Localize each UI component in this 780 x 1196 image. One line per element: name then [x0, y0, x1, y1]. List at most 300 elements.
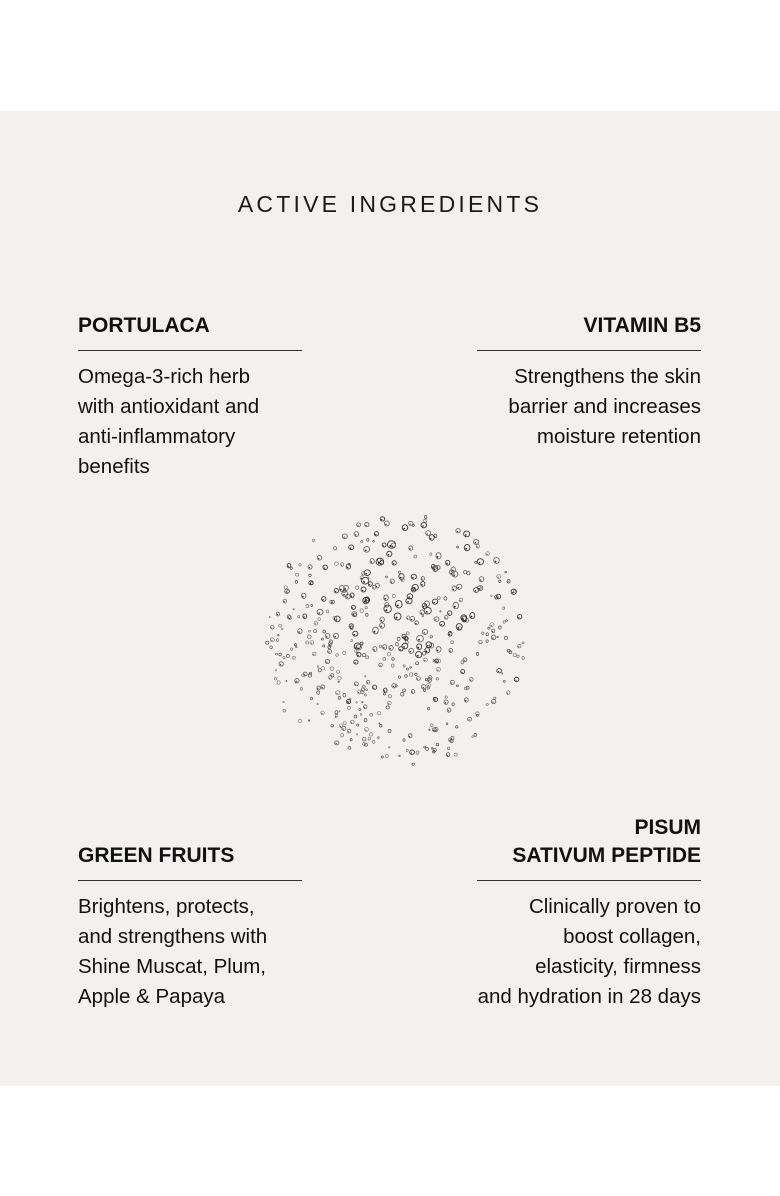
water-droplet-shadow: [373, 687, 374, 688]
water-droplet: [513, 590, 515, 593]
water-droplet-shadow: [423, 687, 424, 688]
water-droplet-shadow: [407, 618, 408, 619]
water-droplet-shadow: [427, 645, 429, 647]
water-droplet-shadow: [289, 618, 290, 619]
water-droplet: [497, 575, 501, 579]
water-droplet-shadow: [393, 563, 394, 564]
water-droplet: [433, 660, 435, 662]
water-droplet-shadow: [388, 554, 389, 555]
water-droplet: [396, 643, 399, 646]
water-droplet-shadow: [454, 606, 456, 608]
water-droplet: [347, 729, 351, 733]
water-droplet-shadow: [434, 700, 435, 701]
water-droplet: [436, 553, 441, 559]
water-droplet: [383, 658, 386, 661]
water-droplet: [357, 652, 361, 657]
water-droplet: [440, 611, 441, 612]
water-droplet: [306, 641, 309, 644]
water-droplet: [302, 593, 306, 598]
water-droplet: [339, 711, 340, 712]
water-droplet: [281, 628, 283, 630]
water-droplet: [321, 711, 324, 715]
water-droplet-shadow: [492, 702, 493, 703]
water-droplet-shadow: [383, 647, 384, 648]
water-droplet: [335, 691, 339, 695]
water-droplet: [338, 681, 339, 682]
water-droplet-shadow: [465, 548, 467, 550]
water-droplet-shadow: [435, 730, 436, 731]
water-droplet: [347, 706, 350, 709]
water-droplet: [292, 656, 295, 659]
water-droplet: [279, 662, 283, 666]
ingredient-card-vitamin-b5: [477, 312, 701, 452]
water-droplet: [426, 747, 429, 750]
water-droplet: [415, 673, 417, 676]
water-droplet: [283, 599, 286, 603]
water-droplet-shadow: [317, 688, 318, 689]
water-droplet: [350, 593, 354, 598]
water-droplet: [368, 737, 370, 740]
water-droplet-shadow: [364, 707, 365, 708]
water-droplet: [365, 607, 368, 609]
water-droplet-shadow: [304, 616, 305, 617]
water-droplet-shadow: [410, 651, 411, 652]
water-droplet: [373, 627, 379, 634]
water-droplet: [323, 565, 328, 570]
water-droplet-shadow: [355, 662, 356, 663]
water-droplet: [373, 540, 375, 542]
water-droplet: [312, 539, 314, 542]
water-droplet: [409, 648, 414, 653]
water-droplet: [342, 534, 347, 539]
water-droplet: [464, 571, 467, 574]
water-droplet: [491, 595, 493, 596]
water-droplet: [286, 654, 289, 657]
water-droplet: [366, 680, 369, 684]
water-droplet: [338, 696, 340, 699]
water-droplet: [412, 524, 414, 526]
water-droplet: [360, 609, 363, 613]
water-droplet: [330, 667, 334, 670]
water-droplet: [444, 700, 448, 704]
water-droplet: [382, 645, 386, 650]
water-droplet: [411, 689, 414, 693]
water-droplet: [514, 677, 519, 681]
water-droplet: [326, 610, 329, 613]
water-droplet: [338, 677, 342, 680]
water-droplet-shadow: [384, 598, 386, 600]
water-droplet: [388, 729, 391, 732]
water-droplet-shadow: [478, 588, 479, 589]
water-droplet: [408, 734, 412, 738]
water-droplet: [417, 635, 424, 642]
water-droplet-shadow: [434, 569, 436, 571]
ingredient-description: Brightens, protects, and strengthens with Shine Muscat, Plum, Apple & Papaya: [78, 895, 268, 1008]
water-droplet: [504, 636, 507, 639]
water-droplet-shadow: [340, 589, 342, 591]
water-droplet-shadow: [445, 617, 446, 618]
water-droplet-shadow: [350, 548, 351, 549]
water-droplet: [411, 574, 416, 579]
water-droplet-shadow: [284, 601, 285, 602]
water-droplet-shadow: [418, 639, 420, 641]
water-droplet-shadow: [403, 637, 404, 638]
water-droplet-shadow: [336, 743, 337, 744]
water-droplet-shadow: [492, 631, 493, 632]
water-droplet: [486, 703, 488, 705]
water-droplet: [388, 695, 391, 698]
water-droplet-shadow: [450, 651, 451, 652]
water-droplet: [298, 616, 300, 618]
water-droplet: [298, 629, 302, 634]
water-droplet-shadow: [326, 636, 327, 637]
water-droplet: [331, 724, 333, 727]
water-droplet: [356, 702, 357, 704]
water-droplet: [499, 626, 502, 629]
water-droplet: [366, 613, 369, 616]
water-droplet: [379, 663, 383, 667]
water-droplet-shadow: [318, 612, 320, 614]
water-droplet: [387, 653, 390, 656]
water-droplet-shadow: [423, 606, 425, 608]
water-droplet: [353, 631, 358, 636]
water-droplet: [424, 746, 426, 748]
water-droplet-shadow: [355, 684, 356, 685]
water-droplet-shadow: [427, 533, 428, 534]
water-droplet-shadow: [350, 628, 351, 629]
water-droplet: [299, 719, 302, 722]
water-droplet-shadow: [415, 623, 416, 624]
water-droplet: [457, 584, 462, 589]
water-droplet-shadow: [403, 646, 405, 648]
water-droplet: [276, 639, 278, 642]
water-droplet-shadow: [425, 604, 427, 606]
water-droplet: [348, 747, 351, 750]
water-droplet: [362, 737, 366, 740]
water-droplet: [396, 600, 403, 608]
water-droplet: [486, 640, 488, 643]
water-droplet: [434, 617, 439, 622]
water-droplet: [374, 532, 378, 536]
water-droplet: [321, 638, 323, 640]
water-droplet: [359, 709, 361, 711]
water-droplet: [450, 680, 454, 684]
water-droplet-shadow: [311, 643, 312, 644]
water-droplet-shadow: [435, 661, 436, 662]
water-droplet-shadow: [405, 639, 406, 640]
water-droplet-shadow: [422, 579, 423, 580]
water-droplet: [522, 642, 524, 644]
water-droplet: [391, 543, 395, 548]
water-droplet-shadow: [435, 619, 436, 620]
water-droplet-shadow: [376, 586, 377, 587]
ingredient-name: PORTULACA: [78, 312, 302, 351]
water-droplet-shadow: [363, 581, 365, 583]
water-droplet: [274, 678, 276, 680]
water-droplet: [507, 579, 510, 583]
water-droplet: [312, 652, 316, 656]
water-droplet: [299, 564, 301, 567]
water-droplet: [454, 753, 457, 756]
water-droplet-shadow: [309, 567, 310, 568]
water-droplet: [464, 531, 470, 537]
water-droplet: [276, 612, 279, 616]
water-droplet: [406, 749, 408, 751]
water-droplet: [321, 667, 325, 670]
water-droplet-shadow: [371, 561, 372, 562]
water-droplet: [399, 755, 401, 757]
water-droplet: [517, 614, 521, 618]
water-droplet-shadow: [366, 599, 367, 600]
water-droplet: [392, 561, 396, 565]
water-droplet: [467, 572, 470, 575]
water-droplet-shadow: [498, 671, 499, 672]
water-droplet: [390, 579, 394, 583]
water-droplet: [501, 673, 503, 674]
water-droplet: [322, 597, 326, 602]
water-droplet-shadow: [453, 575, 455, 577]
water-droplet: [377, 712, 380, 715]
water-droplet-shadow: [365, 549, 367, 551]
water-droplet: [380, 724, 382, 727]
water-droplet: [456, 726, 458, 728]
water-droplet: [464, 698, 468, 702]
water-droplet: [331, 673, 334, 677]
water-droplet-shadow: [351, 596, 352, 597]
water-droplet: [476, 652, 479, 655]
water-droplet: [407, 616, 410, 620]
water-droplet: [497, 636, 498, 638]
water-droplet: [279, 653, 282, 656]
water-droplet: [503, 621, 505, 624]
water-droplet-shadow: [374, 631, 376, 633]
water-droplet: [325, 633, 329, 638]
water-droplet: [503, 607, 505, 610]
water-droplet: [437, 659, 441, 663]
water-droplet: [317, 556, 322, 561]
water-droplet: [497, 669, 502, 673]
water-droplet: [360, 714, 362, 716]
water-droplet: [452, 703, 454, 706]
water-droplet-shadow: [388, 703, 389, 704]
water-droplet: [424, 519, 427, 522]
water-droplet: [317, 666, 318, 668]
water-droplet-shadow: [508, 581, 509, 582]
water-droplet-shadow: [424, 660, 425, 661]
water-droplet-shadow: [296, 681, 297, 682]
water-droplet: [367, 539, 369, 542]
water-droplet: [317, 686, 320, 690]
water-droplet: [351, 640, 353, 642]
water-droplet-shadow: [302, 596, 303, 597]
water-droplet: [308, 720, 309, 721]
water-droplet: [357, 523, 361, 527]
water-droplet: [355, 586, 358, 589]
water-droplet: [318, 618, 321, 621]
water-droplet: [317, 609, 323, 615]
water-droplet-shadow: [286, 591, 287, 592]
water-droplet-shadow: [458, 587, 459, 588]
water-droplet: [283, 657, 285, 659]
water-droplet: [370, 559, 374, 564]
water-droplet: [425, 678, 427, 680]
water-droplet: [456, 529, 460, 533]
water-droplet-shadow: [366, 600, 368, 602]
water-droplet-shadow: [462, 618, 464, 620]
water-droplet: [445, 696, 447, 698]
water-droplet: [403, 689, 406, 692]
water-droplet: [428, 707, 430, 710]
water-droplet: [476, 544, 479, 548]
water-droplet-shadow: [361, 578, 362, 579]
water-droplet: [382, 543, 386, 547]
water-droplet-shadow: [381, 563, 382, 564]
water-droplet: [351, 605, 355, 609]
water-droplet: [295, 573, 298, 576]
water-droplet-shadow: [277, 614, 278, 615]
water-droplet: [482, 632, 484, 635]
water-droplet: [504, 680, 506, 682]
water-droplet-shadow: [381, 620, 382, 621]
water-droplet: [355, 650, 357, 653]
water-droplet: [385, 754, 388, 758]
water-droplet: [464, 544, 470, 550]
water-droplet: [346, 699, 350, 703]
water-droplet: [415, 621, 419, 625]
water-droplet: [277, 634, 279, 636]
water-droplet-shadow: [369, 584, 370, 585]
water-droplet: [354, 682, 358, 686]
water-droplet-shadow: [449, 634, 450, 635]
water-droplet: [416, 662, 419, 665]
water-droplet: [372, 685, 376, 689]
water-droplet: [328, 649, 332, 653]
water-droplet-shadow: [400, 649, 401, 650]
water-droplet-shadow: [412, 590, 413, 591]
water-droplet: [448, 611, 452, 616]
water-droplet-shadow: [315, 623, 316, 624]
water-droplet-shadow: [471, 616, 473, 618]
water-droplet-shadow: [310, 583, 311, 584]
water-droplet: [436, 668, 440, 672]
water-droplet-shadow: [465, 700, 466, 701]
water-droplet: [468, 717, 472, 721]
water-droplet: [459, 598, 463, 602]
water-droplet-shadow: [433, 602, 434, 603]
water-droplet: [391, 664, 394, 667]
water-droplet: [409, 546, 413, 550]
water-droplet: [491, 699, 495, 703]
water-droplet-shadow: [271, 627, 272, 628]
water-droplet-shadow: [468, 719, 469, 720]
water-droplet-shadow: [449, 740, 450, 741]
water-droplet-shadow: [409, 736, 410, 737]
water-droplet: [421, 523, 427, 528]
water-droplet: [424, 658, 428, 662]
water-droplet-shadow: [492, 637, 493, 638]
water-droplet: [309, 630, 311, 632]
water-droplet: [341, 563, 344, 567]
water-droplet: [293, 609, 294, 610]
water-droplet: [416, 751, 419, 754]
water-droplet: [314, 621, 318, 625]
water-droplet-shadow: [430, 538, 432, 540]
water-droplet: [432, 599, 437, 604]
water-droplet: [422, 615, 424, 617]
water-droplet: [378, 737, 380, 739]
water-droplet: [479, 577, 484, 582]
water-droplet: [444, 616, 448, 620]
water-droplet: [354, 715, 357, 718]
water-droplet: [364, 694, 366, 696]
water-droplet-shadow: [475, 542, 476, 543]
water-droplet-shadow: [466, 620, 467, 621]
water-droplet: [446, 560, 450, 565]
water-droplet-shadow: [341, 565, 342, 566]
water-droplet: [486, 633, 488, 636]
water-droplet: [368, 582, 372, 587]
water-droplet-shadow: [367, 682, 368, 683]
water-droplet: [381, 756, 383, 758]
water-droplet: [300, 688, 302, 691]
water-droplet-shadow: [409, 548, 410, 549]
water-droplet: [387, 701, 391, 705]
water-droplet: [270, 638, 274, 642]
water-droplet-shadow: [477, 546, 478, 547]
water-droplet: [317, 703, 318, 705]
water-droplet: [356, 734, 357, 735]
water-droplet: [414, 555, 417, 558]
water-droplet-shadow: [328, 652, 329, 653]
water-droplet: [388, 747, 390, 749]
water-droplet: [449, 648, 452, 652]
water-droplet: [364, 719, 367, 722]
water-droplet: [477, 559, 483, 565]
water-droplet: [354, 660, 358, 664]
water-droplet-shadow: [343, 729, 344, 730]
water-droplet-shadow: [479, 562, 481, 564]
water-droplet: [275, 670, 276, 672]
water-droplet-shadow: [391, 581, 392, 582]
water-droplet: [365, 523, 369, 527]
water-droplet: [343, 651, 346, 654]
ingredient-name: GREEN FRUITS: [78, 842, 302, 881]
water-droplet-shadow: [437, 670, 438, 671]
ingredient-description: Clinically proven to boost collagen, elasticity, firmness and hydration in 28 days: [477, 895, 701, 1008]
water-droplet: [470, 678, 473, 682]
water-droplet: [437, 596, 440, 599]
water-droplet-shadow: [397, 604, 399, 606]
water-droplet: [380, 617, 384, 622]
water-droplet-shadow: [322, 687, 323, 688]
water-droplet-shadow: [358, 692, 359, 693]
water-droplet: [361, 577, 368, 584]
water-droplet-shadow: [498, 577, 499, 578]
water-droplet: [421, 577, 424, 581]
water-droplet: [392, 684, 396, 688]
water-droplet: [343, 693, 346, 696]
water-droplet-shadow: [480, 579, 481, 580]
water-droplet: [472, 736, 474, 738]
water-droplet: [362, 653, 365, 656]
water-droplet: [431, 747, 433, 749]
water-droplet: [403, 739, 405, 741]
water-droplet: [365, 676, 366, 678]
water-droplet-shadow: [437, 568, 438, 569]
water-droplet-shadow: [470, 680, 471, 681]
water-droplet: [446, 723, 448, 725]
water-droplet-shadow: [375, 534, 376, 535]
